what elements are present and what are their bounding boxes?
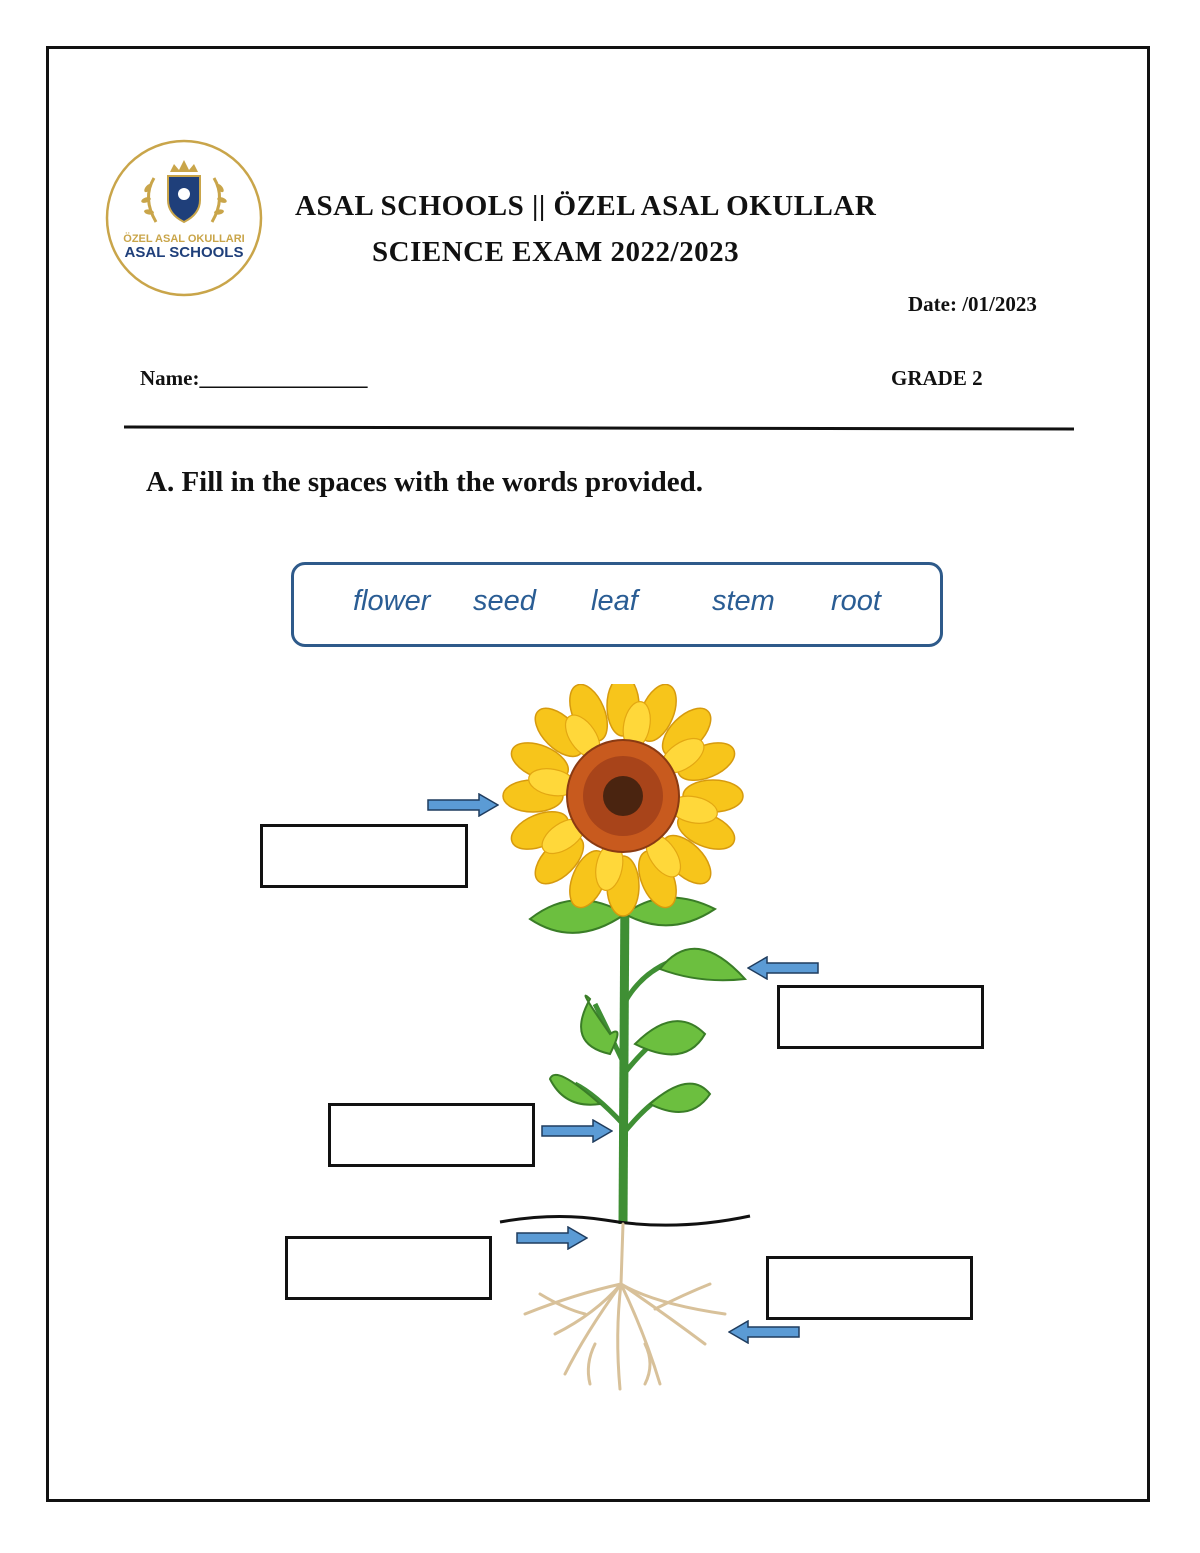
- arrow-right-icon: [541, 1119, 613, 1143]
- answer-box-stem[interactable]: [328, 1103, 535, 1167]
- word-bank-item: stem: [712, 585, 775, 617]
- word-bank-item: leaf: [591, 585, 638, 617]
- exam-title: SCIENCE EXAM 2022/2023: [372, 236, 740, 268]
- answer-box-root[interactable]: [766, 1256, 973, 1320]
- grade-label: GRADE 2: [891, 366, 983, 390]
- word-bank-item: seed: [473, 585, 536, 617]
- section-a-instruction: A. Fill in the spaces with the words provided.: [146, 466, 703, 498]
- word-bank-item: flower: [353, 585, 431, 617]
- header-divider: [124, 425, 1074, 431]
- logo-arc-text: ÖZEL ASAL OKULLARI: [123, 233, 245, 245]
- answer-box-flower[interactable]: [260, 824, 468, 888]
- logo-name: ASAL SCHOOLS: [124, 244, 244, 261]
- arrow-left-icon: [747, 956, 819, 980]
- answer-box-seed[interactable]: [285, 1236, 492, 1300]
- arrow-right-icon: [427, 793, 499, 817]
- answer-box-leaf[interactable]: [777, 985, 984, 1049]
- word-bank: [291, 562, 943, 647]
- date-field: Date: /01/2023: [908, 292, 1037, 316]
- arrow-right-icon: [516, 1226, 588, 1250]
- school-logo: [104, 138, 264, 298]
- sunflower-illustration: [495, 684, 755, 1394]
- arrow-left-icon: [728, 1320, 800, 1344]
- name-field[interactable]: Name:________________: [140, 366, 368, 390]
- word-bank-item: root: [831, 585, 881, 617]
- school-title: ASAL SCHOOLS || ÖZEL ASAL OKULLAR: [295, 190, 877, 222]
